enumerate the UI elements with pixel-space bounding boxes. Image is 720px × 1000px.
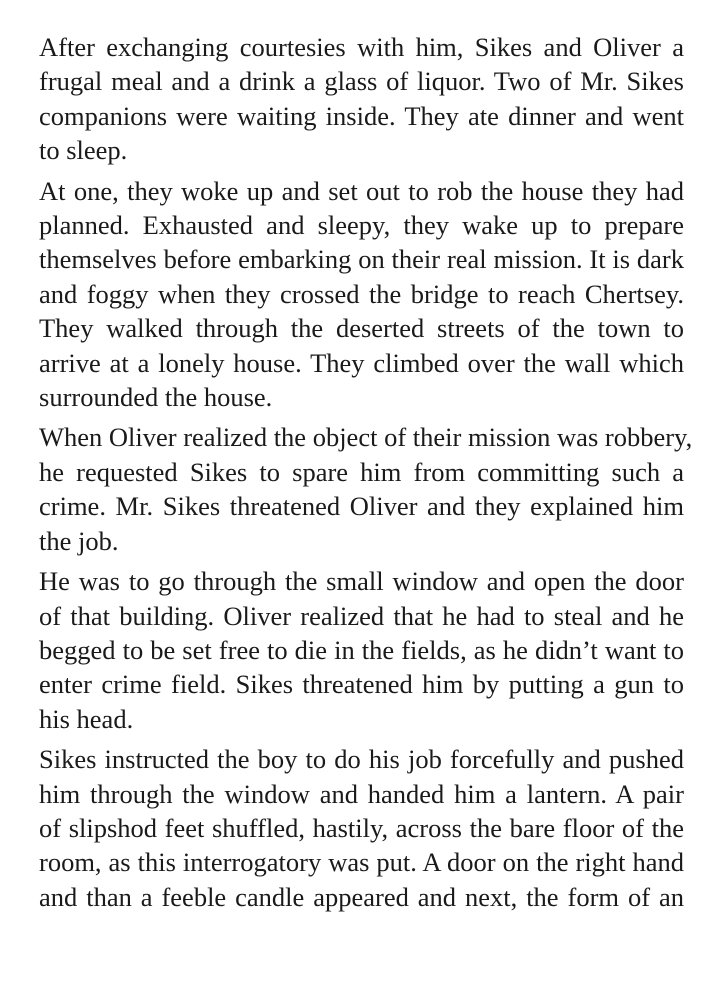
text-line: and foggy when they crossed the bridge to reach Chertsey. xyxy=(39,278,684,309)
document-page xyxy=(39,30,693,920)
text-line: Sikes instructed the boy to do his job forcefully and pushed xyxy=(39,744,684,775)
text-line: arrive at a lonely house. They climbed over the wall which xyxy=(39,347,684,378)
text-line: companions were waiting inside. They ate dinner and went xyxy=(39,100,684,131)
paragraph-3 xyxy=(39,420,693,558)
text-line: crime. Mr. Sikes threatened Oliver and they explained him xyxy=(39,491,684,522)
text-line: After exchanging courtesies with him, Sikes and Oliver a xyxy=(39,32,684,62)
text-line: enter crime field. Sikes threatened him by putting a gun to xyxy=(39,669,684,700)
text-line: he requested Sikes to spare him from committing such a xyxy=(39,456,684,487)
text-line: When Oliver realized the object of their mission was robbery, xyxy=(39,422,693,453)
text-line: the job. xyxy=(39,525,119,556)
text-line: They walked through the deserted streets of the town to xyxy=(39,313,684,344)
text-line: surrounded the house. xyxy=(39,382,273,413)
text-line: At one, they woke up and set out to rob the house they had xyxy=(39,175,684,206)
text-line: of slipshod feet shuffled, hastily, across the bare floor of the xyxy=(39,812,684,843)
text-line: begged to be set free to die in the fields, as he didn’t want to xyxy=(39,634,684,665)
text-line: themselves before embarking on their real mission. It is dark xyxy=(39,244,684,275)
text-line: He was to go through the small window and open the door xyxy=(39,566,684,597)
text-line: planned. Exhausted and sleepy, they wake up to prepare xyxy=(39,210,684,241)
text-line: of that building. Oliver realized that he had to steal and he xyxy=(39,600,684,631)
text-line: his head. xyxy=(39,703,134,734)
paragraph-5 xyxy=(39,742,684,914)
text-line: and than a feeble candle appeared and next, the form of an xyxy=(39,881,684,912)
text-line: frugal meal and a drink a glass of liquor. Two of Mr. Sikes xyxy=(39,66,684,97)
paragraph-2 xyxy=(39,174,684,415)
text-line: him through the window and handed him a lantern. A pair xyxy=(39,778,684,809)
text-line: room, as this interrogatory was put. A door on the right hand xyxy=(39,847,684,878)
paragraph-4 xyxy=(39,564,684,736)
paragraph-1 xyxy=(39,30,684,168)
text-line: to sleep. xyxy=(39,135,128,166)
